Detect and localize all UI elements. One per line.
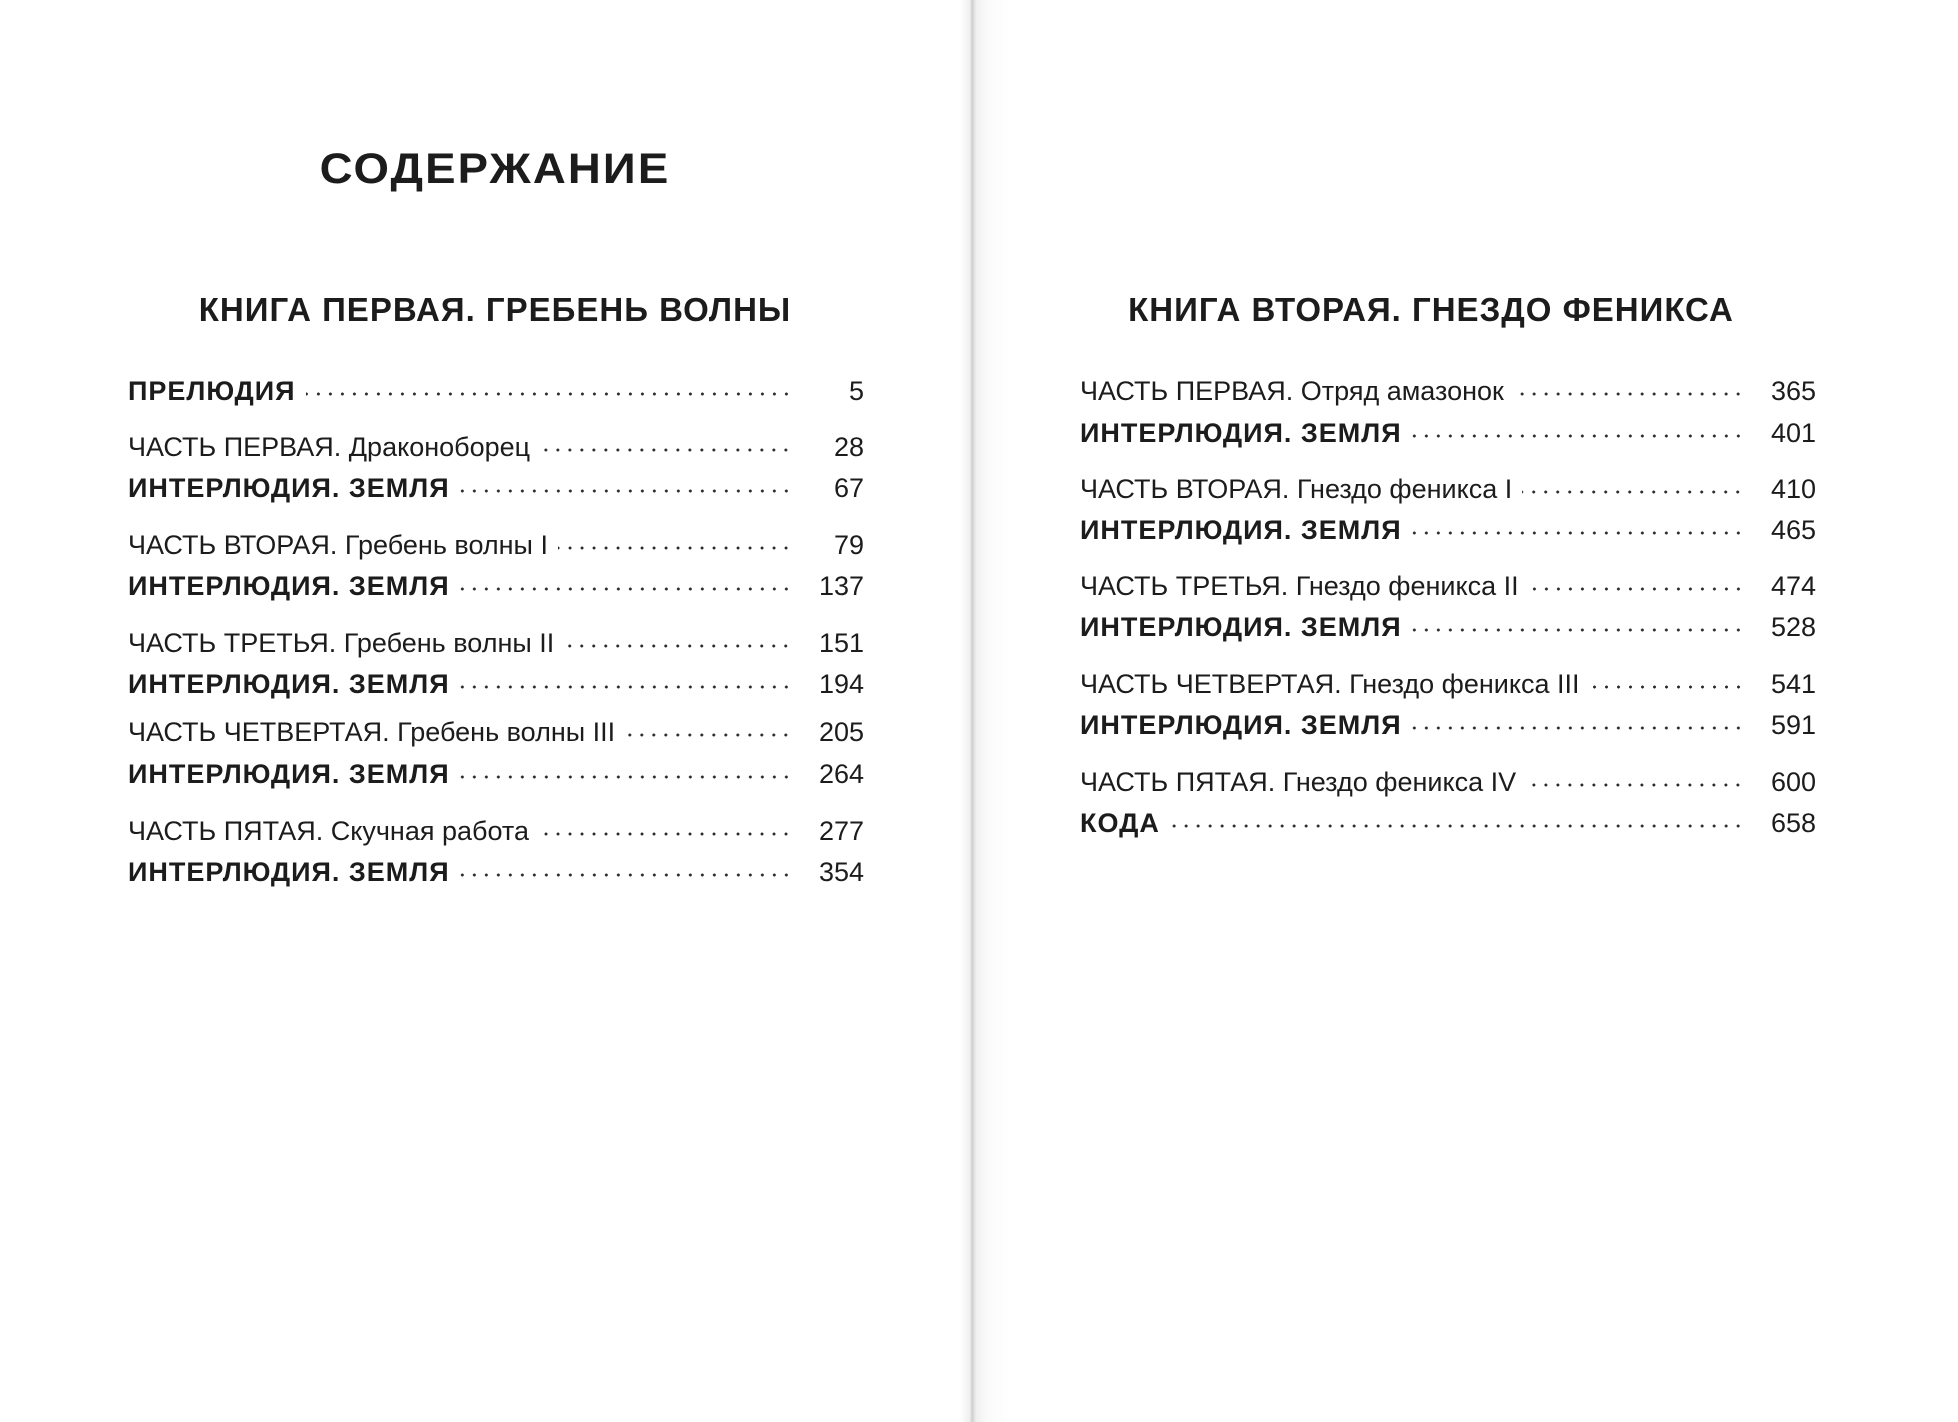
dot-leader xyxy=(1526,782,1744,788)
toc-entry[interactable] xyxy=(128,813,864,849)
toc-entry[interactable] xyxy=(128,527,864,563)
toc-entry-page: 137 xyxy=(818,571,864,601)
toc-entry[interactable] xyxy=(128,470,864,506)
dot-leader xyxy=(625,732,792,738)
toc-entry[interactable] xyxy=(1080,609,1816,645)
toc-entry-page: 28 xyxy=(833,432,864,462)
toc-entry[interactable] xyxy=(128,568,864,604)
toc-entry[interactable] xyxy=(1080,512,1816,548)
dot-leader xyxy=(1170,823,1744,829)
toc-entry-label: ИНТЕРЛЮДИЯ. ЗЕМЛЯ xyxy=(128,857,450,887)
toc-entry-page: 365 xyxy=(1770,376,1816,406)
dot-leader xyxy=(306,391,792,397)
right-page xyxy=(972,0,1958,1422)
toc-entry[interactable] xyxy=(1080,707,1816,743)
dot-leader xyxy=(1412,433,1744,439)
toc-entry-label: ИНТЕРЛЮДИЯ. ЗЕМЛЯ xyxy=(1080,710,1402,740)
toc-entry-page: 79 xyxy=(833,530,864,560)
toc-entry-label: ИНТЕРЛЮДИЯ. ЗЕМЛЯ xyxy=(128,571,450,601)
toc-entry-page: 600 xyxy=(1770,767,1816,797)
toc-entry-label: ИНТЕРЛЮДИЯ. ЗЕМЛЯ xyxy=(1080,515,1402,545)
toc-entry-page: 264 xyxy=(818,759,864,789)
toc-entry-page: 541 xyxy=(1770,669,1816,699)
toc-entry-page: 658 xyxy=(1770,808,1816,838)
toc-entry-label: ЧАСТЬ ВТОРАЯ. Гребень волны I xyxy=(128,530,548,560)
toc-entry-label: КОДА xyxy=(1080,808,1160,838)
toc-entry-label: ЧАСТЬ ЧЕТВЕРТАЯ. Гребень волны III xyxy=(128,717,616,747)
toc-entry[interactable] xyxy=(128,373,864,409)
dot-leader xyxy=(460,774,792,780)
toc-entry-page: 354 xyxy=(818,857,864,887)
dot-leader xyxy=(558,545,792,551)
toc-entry[interactable] xyxy=(128,756,864,792)
dot-leader xyxy=(564,643,792,649)
toc-entry-label: ПРЕЛЮДИЯ xyxy=(128,376,296,406)
dot-leader xyxy=(1529,586,1744,592)
toc-entry[interactable] xyxy=(1080,415,1816,451)
book-two-title: КНИГА ВТОРАЯ. ГНЕЗДО ФЕНИКСА xyxy=(1128,291,1734,328)
toc-entry[interactable] xyxy=(1080,805,1816,841)
toc-entry-label: ЧАСТЬ ПЯТАЯ. Гнездо феникса IV xyxy=(1080,767,1517,797)
toc-entry-label: ИНТЕРЛЮДИЯ. ЗЕМЛЯ xyxy=(1080,418,1402,448)
left-page xyxy=(0,0,972,1422)
dot-leader xyxy=(1412,725,1744,731)
toc-entry[interactable] xyxy=(1080,764,1816,800)
toc-entry-page: 5 xyxy=(848,376,864,406)
dot-leader xyxy=(460,488,792,494)
toc-entry-page: 401 xyxy=(1770,418,1816,448)
dot-leader xyxy=(539,831,792,837)
toc-entry[interactable] xyxy=(1080,471,1816,507)
toc-entry-label: ЧАСТЬ ЧЕТВЕРТАЯ. Гнездо феникса III xyxy=(1080,669,1580,699)
toc-entry-page: 465 xyxy=(1770,515,1816,545)
dot-leader xyxy=(540,447,792,453)
toc-entry[interactable] xyxy=(1080,568,1816,604)
toc-entry-page: 67 xyxy=(833,473,864,503)
toc-entry-page: 194 xyxy=(818,669,864,699)
toc-entry[interactable] xyxy=(128,429,864,465)
toc-entry[interactable] xyxy=(128,625,864,661)
dot-leader xyxy=(460,684,792,690)
book-one-title: КНИГА ПЕРВАЯ. ГРЕБЕНЬ ВОЛНЫ xyxy=(198,291,792,328)
toc-entry-page: 528 xyxy=(1770,612,1816,642)
dot-leader xyxy=(1412,530,1744,536)
toc-entry[interactable] xyxy=(128,854,864,890)
dot-leader xyxy=(460,586,792,592)
toc-entry-page: 151 xyxy=(818,628,864,658)
dot-leader xyxy=(1590,684,1745,690)
toc-entry-label: ЧАСТЬ ТРЕТЬЯ. Гребень волны II xyxy=(128,628,555,658)
toc-entry[interactable] xyxy=(128,714,864,750)
toc-entry-label: ЧАСТЬ ВТОРАЯ. Гнездо феникса I xyxy=(1080,474,1513,504)
toc-entry-label: ИНТЕРЛЮДИЯ. ЗЕМЛЯ xyxy=(128,759,450,789)
dot-leader xyxy=(1522,489,1744,495)
toc-entry[interactable] xyxy=(128,666,864,702)
toc-entry[interactable] xyxy=(1080,666,1816,702)
dot-leader xyxy=(460,872,792,878)
toc-entry-page: 277 xyxy=(818,816,864,846)
toc-entry-page: 410 xyxy=(1770,474,1816,504)
toc-entry-label: ИНТЕРЛЮДИЯ. ЗЕМЛЯ xyxy=(128,669,450,699)
toc-entry-page: 591 xyxy=(1770,710,1816,740)
toc-entry-label: ЧАСТЬ ПЕРВАЯ. Отряд амазонок xyxy=(1080,376,1504,406)
contents-title: СОДЕРЖАНИЕ xyxy=(319,145,671,193)
toc-entry-label: ЧАСТЬ ПЕРВАЯ. Драконоборец xyxy=(128,432,531,462)
toc-entry-page: 205 xyxy=(818,717,864,747)
toc-entry-page: 474 xyxy=(1770,571,1816,601)
toc-entry[interactable] xyxy=(1080,373,1816,409)
toc-entry-label: ИНТЕРЛЮДИЯ. ЗЕМЛЯ xyxy=(1080,612,1402,642)
toc-entry-label: ЧАСТЬ ТРЕТЬЯ. Гнездо феникса II xyxy=(1080,571,1519,601)
toc-entry-label: ИНТЕРЛЮДИЯ. ЗЕМЛЯ xyxy=(128,473,450,503)
toc-entry-label: ЧАСТЬ ПЯТАЯ. Скучная работа xyxy=(128,816,529,846)
dot-leader xyxy=(1412,627,1744,633)
dot-leader xyxy=(1514,391,1744,397)
